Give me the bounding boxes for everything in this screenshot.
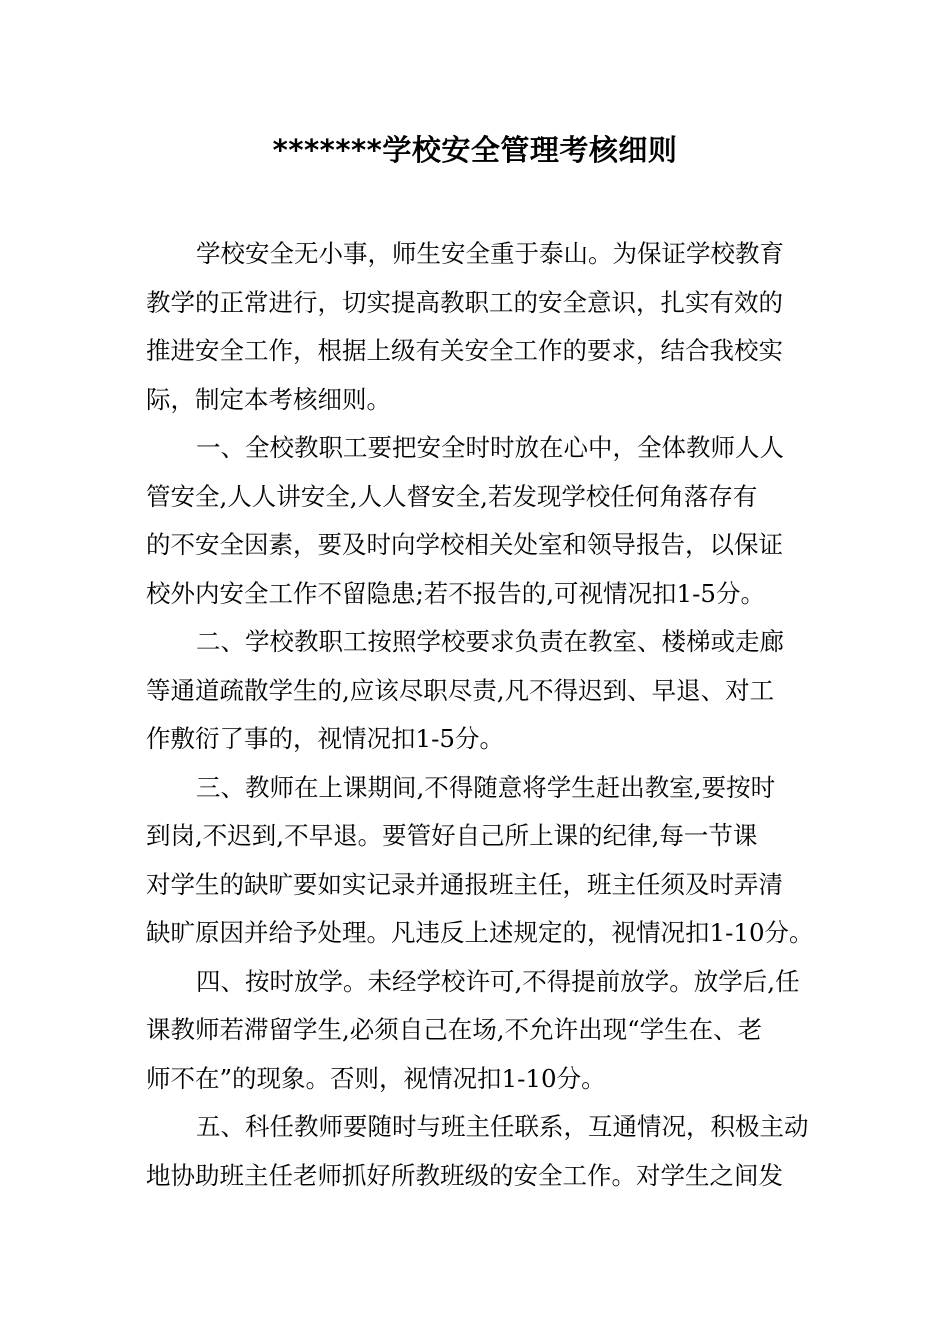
text-line: 作敷衍了事的，视情况扣1-5分。 bbox=[146, 724, 504, 753]
paragraph-item-3 bbox=[146, 764, 818, 958]
text-line: 五、科任教师要随时与班主任联系，互通情况，积极主动 bbox=[196, 1112, 809, 1141]
text-line: 校外内安全工作不留隐患;若不报告的,可视情况扣1-5分。 bbox=[146, 578, 765, 608]
text-line: 师不在”的现象。否则，视情况扣1-10分。 bbox=[146, 1063, 606, 1093]
text-line: 课教师若滞留学生,必须自己在场,不允许出现“学生在、老 bbox=[146, 1015, 763, 1044]
paragraph-item-5 bbox=[146, 1103, 818, 1200]
paragraph-item-1 bbox=[146, 424, 818, 618]
text-line: 学校安全无小事，师生安全重于泰山。为保证学校教育 bbox=[196, 239, 784, 268]
document-title: *******学校安全管理考核细则 bbox=[272, 133, 678, 167]
text-line: 的不安全因素，要及时向学校相关处室和领导报告，以保证 bbox=[146, 530, 783, 559]
text-line: 际，制定本考核细则。 bbox=[146, 384, 391, 414]
text-line: 管安全,人人讲安全,人人督安全,若发现学校任何角落存有 bbox=[146, 481, 758, 511]
text-line: 到岗,不迟到,不早退。要管好自己所上课的纪律,每一节课 bbox=[146, 821, 758, 850]
text-line: 四、按时放学。未经学校许可,不得提前放学。放学后,任 bbox=[196, 966, 800, 996]
paragraph-intro bbox=[146, 230, 818, 424]
text-line: 对学生的缺旷要如实记录并通报班主任，班主任须及时弄清 bbox=[146, 869, 783, 899]
text-line: 缺旷原因并给予处理。凡违反上述规定的，视情况扣1-10分。 bbox=[146, 918, 814, 947]
text-line: 二、学校教职工按照学校要求负责在教室、楼梯或走廊 bbox=[196, 627, 784, 656]
text-line: 三、教师在上课期间,不得随意将学生赶出教室,要按时 bbox=[196, 772, 776, 802]
document-body bbox=[146, 230, 818, 1200]
paragraph-item-4 bbox=[146, 958, 818, 1104]
paragraph-item-2 bbox=[146, 618, 818, 764]
text-line: 教学的正常进行，切实提高教职工的安全意识，扎实有效的 bbox=[146, 287, 783, 317]
text-line: 等通道疏散学生的,应该尽职尽责,凡不得迟到、早退、对工 bbox=[146, 675, 775, 705]
text-line: 推进安全工作，根据上级有关安全工作的要求，结合我校实 bbox=[146, 336, 783, 365]
text-line: 一、全校教职工要把安全时时放在心中，全体教师人人 bbox=[196, 433, 784, 462]
text-line: 地协助班主任老师抓好所教班级的安全工作。对学生之间发 bbox=[146, 1160, 783, 1190]
